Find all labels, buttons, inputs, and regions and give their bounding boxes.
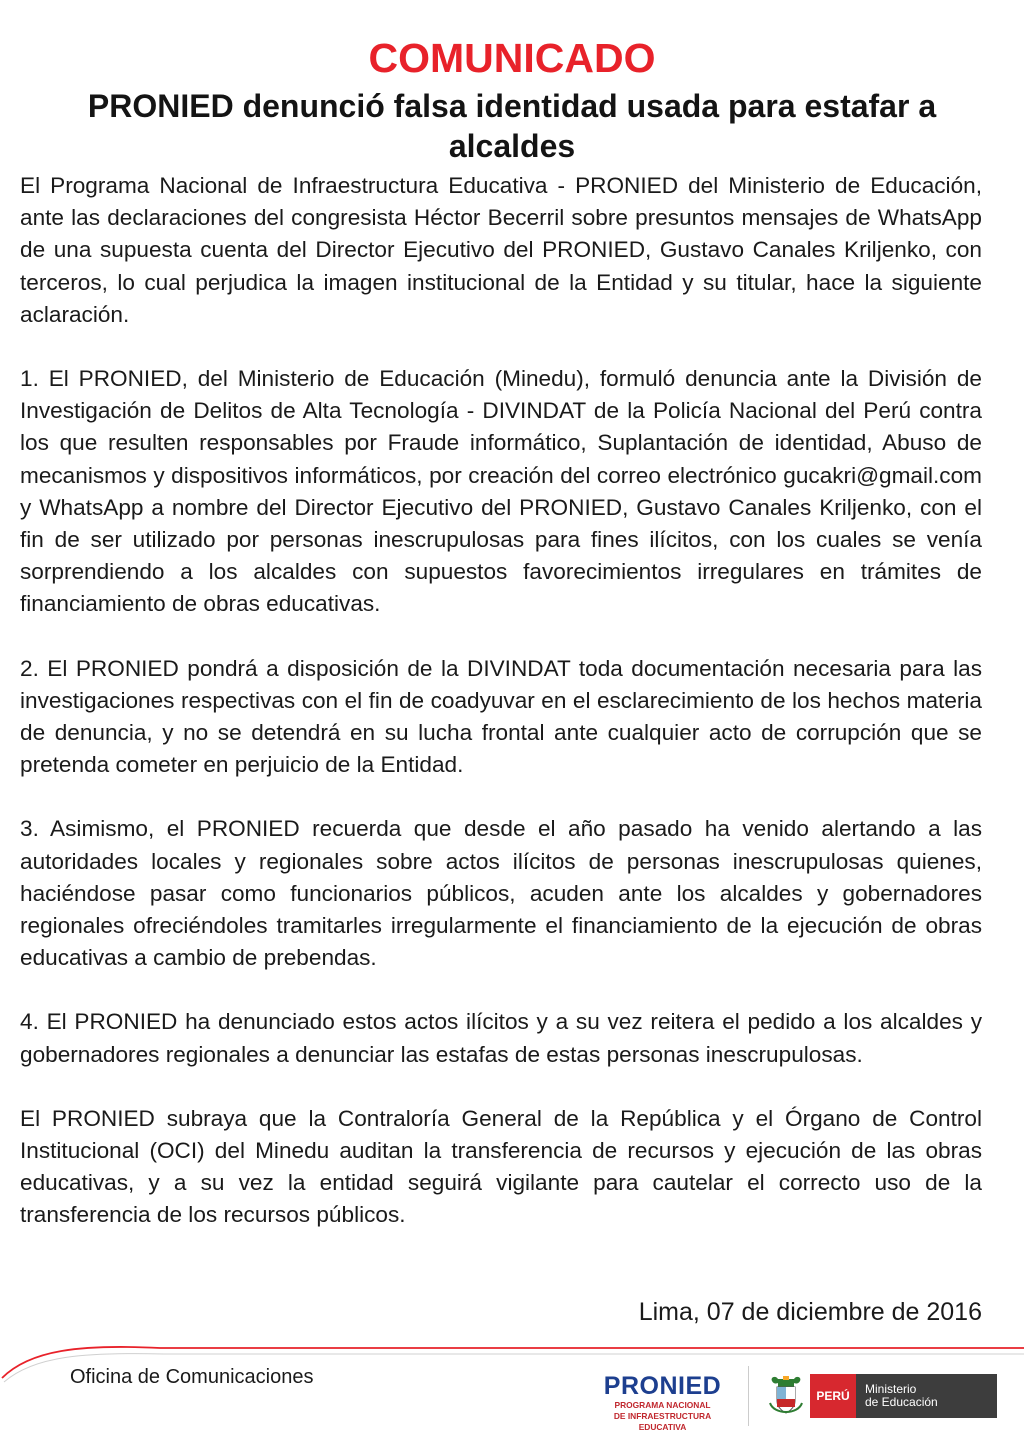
ministry-line1: Ministerio	[865, 1382, 917, 1396]
peru-label: PERÚ	[810, 1374, 856, 1418]
release-body	[20, 170, 982, 1264]
peru-coat-of-arms-icon	[766, 1373, 806, 1419]
page-title: COMUNICADO	[368, 35, 656, 81]
page-subtitle: PRONIED denunció falsa identidad usada para estafar a alcaldes	[87, 88, 937, 164]
closing-paragraph: El PRONIED subraya que la Contraloría General de la República y el Órgano de Control Institucional (OCI) del Minedu auditan la transferencia de recursos y ejecución de las obras educativas, y a su vez la entidad seguirá vigilante para cautelar el correcto uso de la transferencia de los recursos públicos.	[20, 1105, 982, 1228]
point-1-paragraph: 1. El PRONIED, del Ministerio de Educación (Minedu), formuló denuncia ante la División de Investigación de Delitos de Alta Tecnología - DIVINDAT de la Policía Nacional del Perú contra los que resulten responsables por Fraude informático, Suplantación de identidad, Abuso de mecanismos y dispositivos informáticos, por creación del correo electrónico gucakri@gmail.com y WhatsApp a nombre del Director Ejecutivo del PRONIED, Gustavo Canales Kriljenko, con el fin de ser utilizado por personas inescrupulosas para fines ilícitos, con los cuales se venía sorprendiendo a los alcaldes con supuestos favorecimientos irregulares en trámites de financiamiento de obras educativas.	[20, 366, 982, 617]
office-name: Oficina de Comunicaciones	[70, 1366, 314, 1388]
point-2-paragraph: 2. El PRONIED pondrá a disposición de la DIVINDAT toda documentación necesaria para las investigaciones respectivas con el fin de coadyuvar en el esclarecimiento de los hechos materia de denuncia, y no se detendrá en su lucha frontal ante cualquier acto de corrupción que se pretenda cometer en perjuicio de la Entidad.	[20, 655, 982, 778]
point-3-paragraph: 3. Asimismo, el PRONIED recuerda que desde el año pasado ha venido alertando a las autoridades locales y regionales sobre actos ilícitos de personas inescrupulosas quienes, haciéndose pasar como funcionarios públicos, acuden ante los alcaldes y gobernadores regionales ofreciéndoles tramitarles irregularmente el financiamiento de la ejecución de obras educativas a cambio de prebendas.	[20, 816, 982, 971]
pronied-logo	[590, 1372, 735, 1433]
logo-divider	[748, 1366, 749, 1426]
pronied-logo-line1: PROGRAMA NACIONAL	[614, 1400, 711, 1410]
ministry-label	[856, 1374, 997, 1418]
intro-paragraph: El Programa Nacional de Infraestructura Educativa - PRONIED del Ministerio de Educación, ante las declaraciones del congresista Héctor Becerril sobre presuntos mensajes de WhatsApp de una supuesta cuenta del Director Ejecutivo del PRONIED, Gustavo Canales Kriljenko, con terceros, lo cual perjudica la imagen institucional de la Entidad y su titular, hace la siguiente aclaración.	[20, 173, 982, 327]
ministry-line2: de Educación	[865, 1395, 938, 1409]
release-date: Lima, 07 de diciembre de 2016	[638, 1298, 982, 1326]
pronied-logo-line2: DE INFRAESTRUCTURA EDUCATIVA	[613, 1411, 712, 1432]
pronied-logo-name: PRONIED	[603, 1372, 722, 1400]
point-4-paragraph: 4. El PRONIED ha denunciado estos actos ilícitos y a su vez reitera el pedido a los alcaldes y gobernadores regionales a denunciar las estafas de estas personas inescrupulosas.	[20, 1009, 982, 1067]
